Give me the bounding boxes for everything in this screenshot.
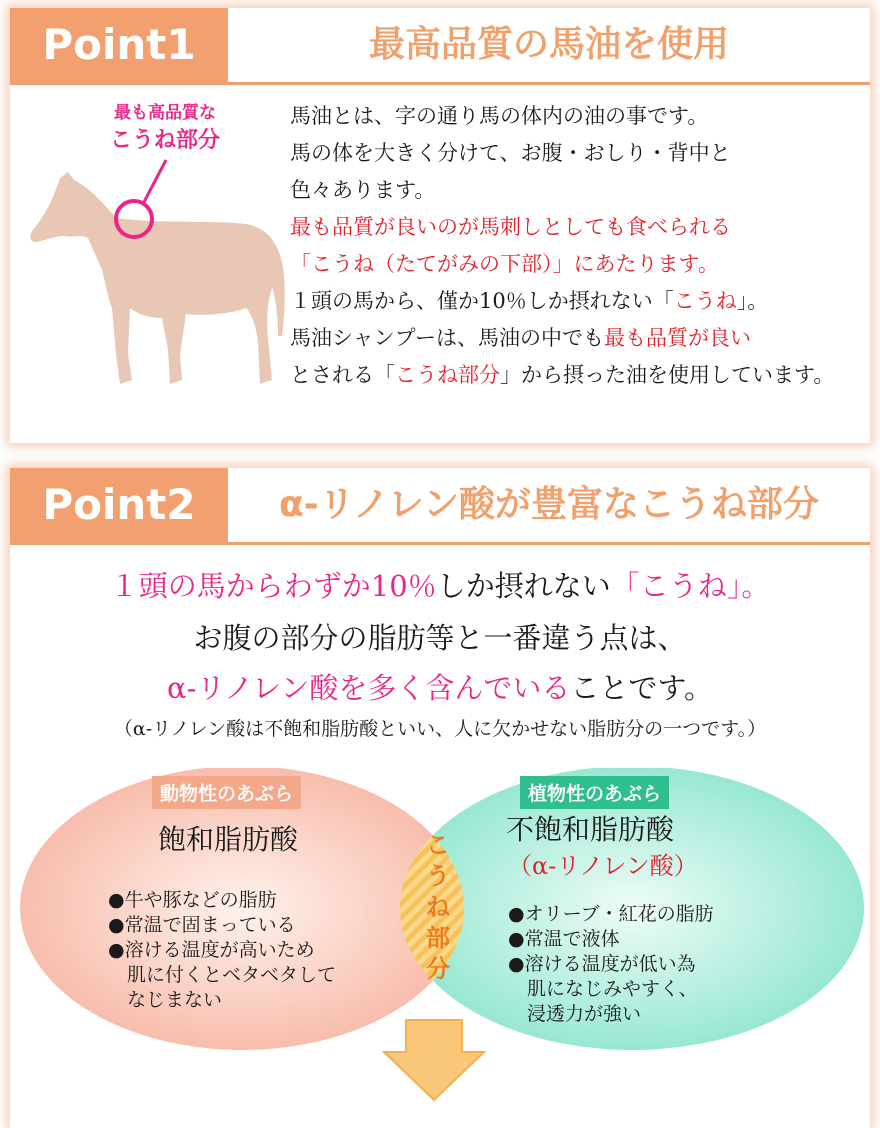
point2-note: （α-リノレン酸は不飽和脂肪酸といい、人に欠かせない脂肪分の一つです。） [113, 718, 767, 740]
point1-highlight: 最も品質が良い [603, 326, 751, 350]
list-item: ●オリーブ・紅花の脂肪 [508, 903, 714, 925]
point1-line [290, 246, 870, 283]
list-item: なじまない [108, 989, 223, 1011]
point1-body [290, 98, 870, 394]
overlap-label: こうね部分 [426, 831, 450, 983]
left-pill: 動物性のあぶら [152, 776, 301, 809]
point1-header [10, 8, 870, 85]
horse-label [110, 100, 220, 156]
point2-line3-black: ことです。 [570, 671, 714, 705]
point2-line1-black: しか摂れない [436, 569, 611, 603]
point2-title: α-リノレン酸が豊富なこうね部分 [279, 484, 819, 525]
point1-highlight: こうね [673, 289, 737, 313]
kone-pointer-line [144, 160, 166, 202]
list-item: 肌になじみやすく、 [508, 978, 698, 1000]
point1-line [290, 283, 870, 320]
horse-silhouette [30, 172, 284, 384]
point1-line [290, 320, 870, 357]
point1-title: 最高品質の馬油を使用 [368, 24, 729, 65]
point1-line [290, 209, 870, 246]
right-list [508, 902, 714, 1027]
horse-label-line1: 最も高品質な [114, 103, 216, 123]
point1-text: 馬油とは、字の通り馬の体内の油の事です。 [290, 104, 709, 128]
list-item: ●常温で液体 [508, 928, 620, 950]
point2-tag: Point2 [10, 468, 228, 542]
right-pill: 植物性のあぶら [520, 776, 669, 809]
point1-highlight: こうね部分 [395, 363, 500, 387]
horse-label-line2: こうね部分 [110, 128, 221, 153]
point1-tag: Point1 [10, 8, 228, 82]
right-subtitle: （α-リノレン酸） [508, 852, 698, 880]
point1-text: とされる「 [290, 363, 395, 387]
point1-highlight: 最も品質が良いのが馬刺しとしても食べられる [290, 215, 731, 239]
left-list [108, 888, 336, 1013]
point1-line [290, 357, 870, 394]
point1-text: 」から摂った油を使用しています。 [500, 363, 835, 387]
point1-line [290, 135, 870, 172]
list-item: ●牛や豚などの脂肪 [108, 889, 277, 911]
left-title: 飽和脂肪酸 [158, 823, 299, 856]
down-arrow-icon [384, 1020, 484, 1100]
point1-line [290, 172, 870, 209]
horse-illustration [20, 158, 290, 398]
point2-line3 [10, 666, 870, 707]
point2-line3-pink: α-リノレン酸を多く含んでいる [166, 671, 571, 705]
right-title: 不飽和脂肪酸 [506, 813, 675, 846]
point2-section [10, 468, 870, 1128]
list-item: ●溶ける温度が高いため [108, 939, 315, 961]
list-item: ●溶ける温度が低い為 [508, 953, 696, 975]
point1-text: 色々あります。 [290, 178, 436, 202]
point2-line1 [10, 564, 870, 605]
point1-line [290, 98, 870, 135]
point1-highlight: 「こうね（たてがみの下部）」にあたります。 [290, 252, 719, 276]
point1-text: 馬油シャンプーは、馬油の中でも [290, 326, 604, 350]
point2-line2: お腹の部分の脂肪等と一番違う点は、 [193, 621, 687, 655]
point1-text: 」。 [736, 289, 769, 313]
point2-line1-pink: １頭の馬からわずか10％ [109, 569, 437, 603]
point2-header [10, 468, 870, 545]
point2-line1-pink2: 「こうね」。 [610, 569, 771, 603]
point1-text: １頭の馬から、僅か10％しか摂れない「 [290, 289, 674, 313]
list-item: 肌に付くとベタベタして [108, 964, 337, 986]
list-item: 浸透力が強い [508, 1003, 642, 1025]
point1-section [10, 8, 870, 443]
list-item: ●常温で固まっている [108, 914, 296, 936]
point1-text: 馬の体を大きく分けて、お腹・おしり・背中と [290, 141, 731, 165]
